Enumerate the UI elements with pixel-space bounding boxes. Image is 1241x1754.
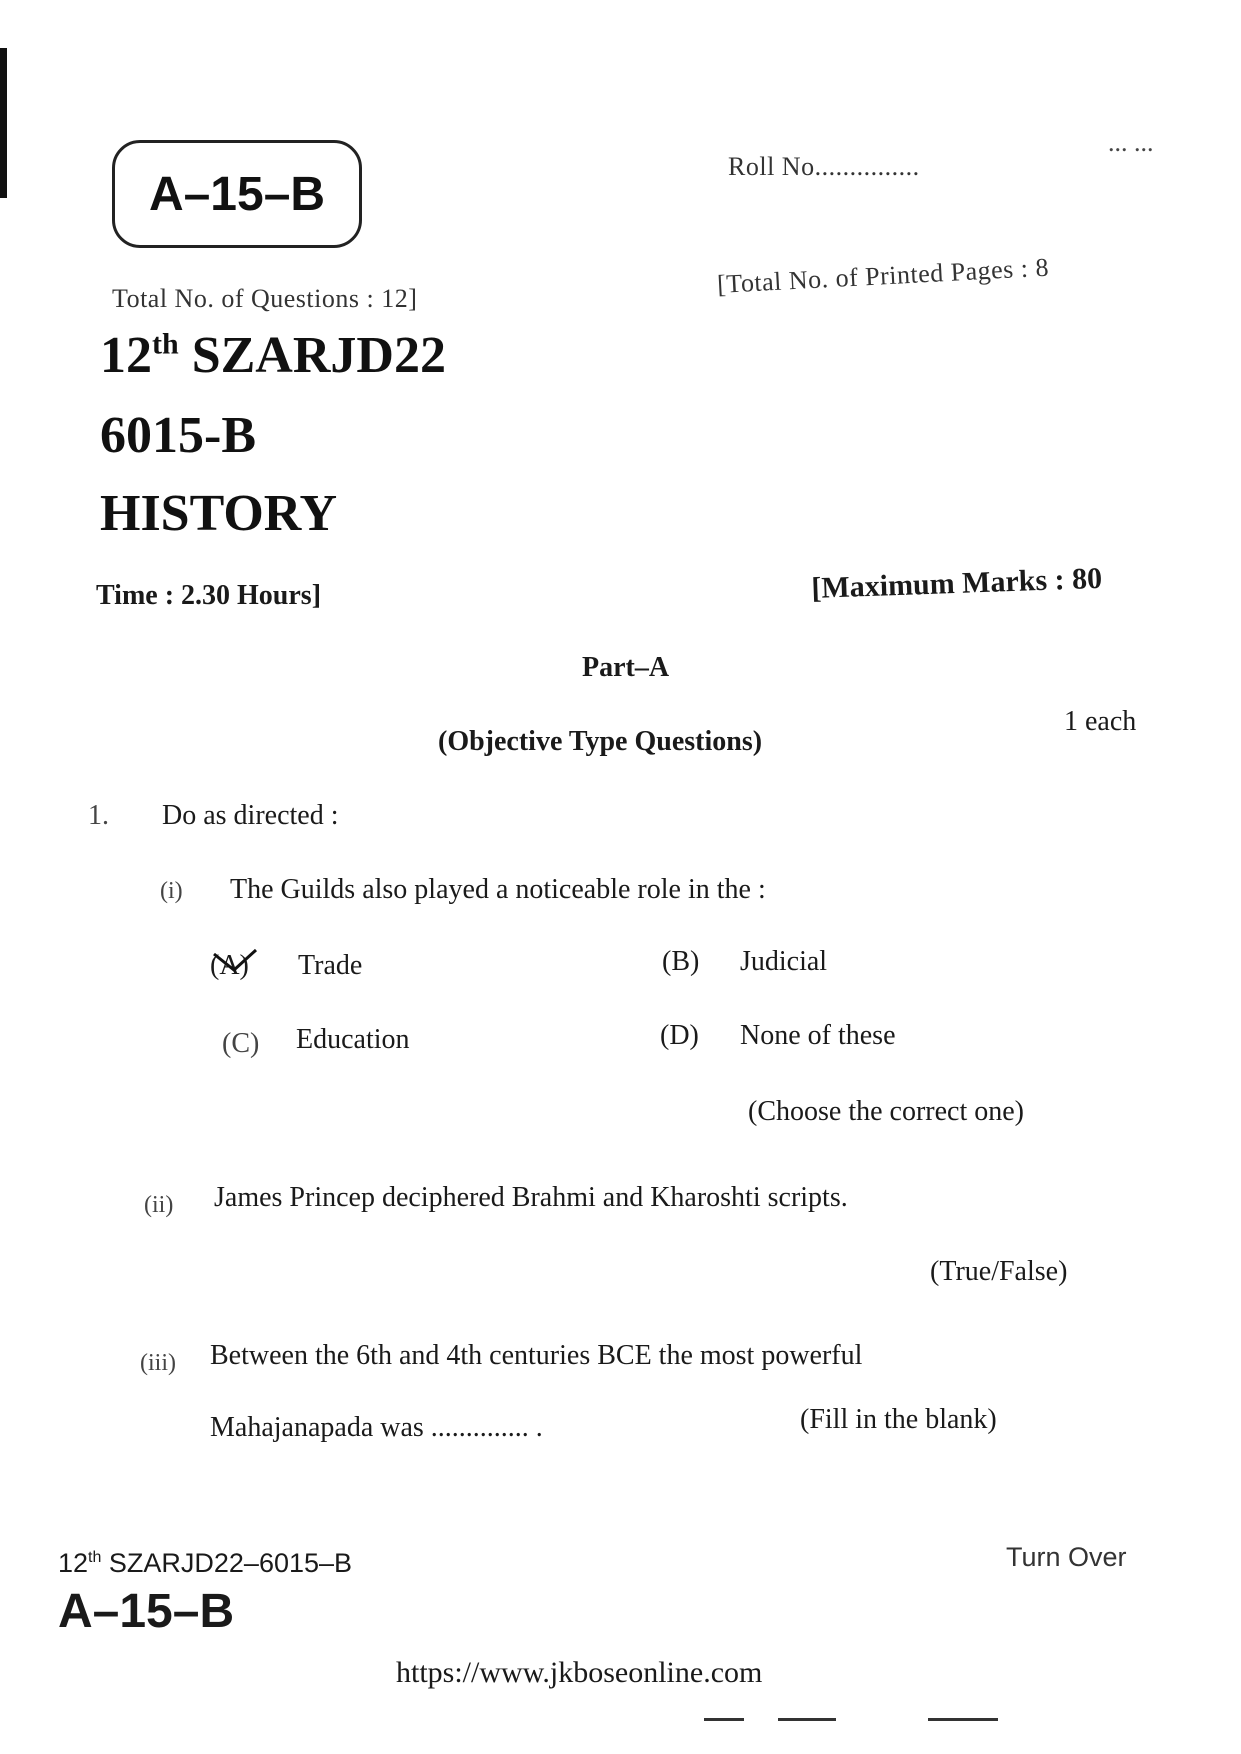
class-code: 12th SZARJD22 (100, 327, 446, 384)
option-c-key: (C) (222, 1028, 260, 1059)
option-b-key: (B) (662, 946, 700, 977)
subq-i-hint: (Choose the correct one) (748, 1096, 1024, 1127)
part-subtitle: (Objective Type Questions) (438, 726, 763, 757)
question-number: 1. (88, 800, 109, 831)
subq-ii-label: (ii) (144, 1192, 174, 1218)
option-b-text: Judicial (740, 946, 828, 977)
option-a-key: (A) (210, 950, 249, 981)
footer-code: 12th SZARJD22–6015–B (58, 1548, 353, 1578)
tick-mark-icon (212, 948, 260, 974)
question-instruction: Do as directed : (162, 800, 339, 831)
subq-i-label: (i) (160, 878, 183, 904)
subq-iii-text-line1: Between the 6th and 4th centuries BCE the most powerful (210, 1340, 863, 1371)
subq-iii-hint: (Fill in the blank) (800, 1404, 997, 1435)
paper-code-box: A–15–B (112, 140, 362, 248)
top-right-dots: ... ... (1108, 128, 1154, 157)
footer-dash (928, 1718, 998, 1721)
marks-note: 1 each (1064, 706, 1137, 737)
scan-edge-mark (0, 48, 7, 198)
footer-dash (778, 1718, 836, 1721)
option-d-key: (D) (660, 1020, 699, 1051)
option-d-text: None of these (740, 1020, 896, 1051)
total-printed-pages: [Total No. of Printed Pages : 8 (716, 252, 1050, 300)
subject-title: HISTORY (100, 485, 338, 542)
subq-iii-label: (iii) (140, 1350, 176, 1376)
footer-dash (704, 1718, 744, 1721)
maximum-marks: [Maximum Marks : 80 (810, 561, 1103, 606)
part-title: Part–A (582, 652, 670, 683)
footer-box-code: A–15–B (58, 1585, 235, 1638)
turn-over-note: Turn Over (1006, 1542, 1127, 1572)
subq-iii-text-line2: Mahajanapada was .............. . (210, 1412, 543, 1443)
subq-ii-hint: (True/False) (930, 1256, 1068, 1287)
roll-number-field: Roll No............... (728, 152, 920, 181)
paper-code: 6015-B (100, 407, 256, 464)
option-a-text: Trade (298, 950, 363, 981)
total-questions: Total No. of Questions : 12] (112, 284, 418, 313)
subq-i-text: The Guilds also played a noticeable role in the : (230, 874, 766, 905)
option-c-text: Education (296, 1024, 410, 1055)
footer-url: https://www.jkboseonline.com (396, 1656, 763, 1689)
subq-ii-text: James Princep deciphered Brahmi and Kharoshti scripts. (214, 1182, 848, 1213)
time-allowed: Time : 2.30 Hours] (96, 580, 322, 611)
